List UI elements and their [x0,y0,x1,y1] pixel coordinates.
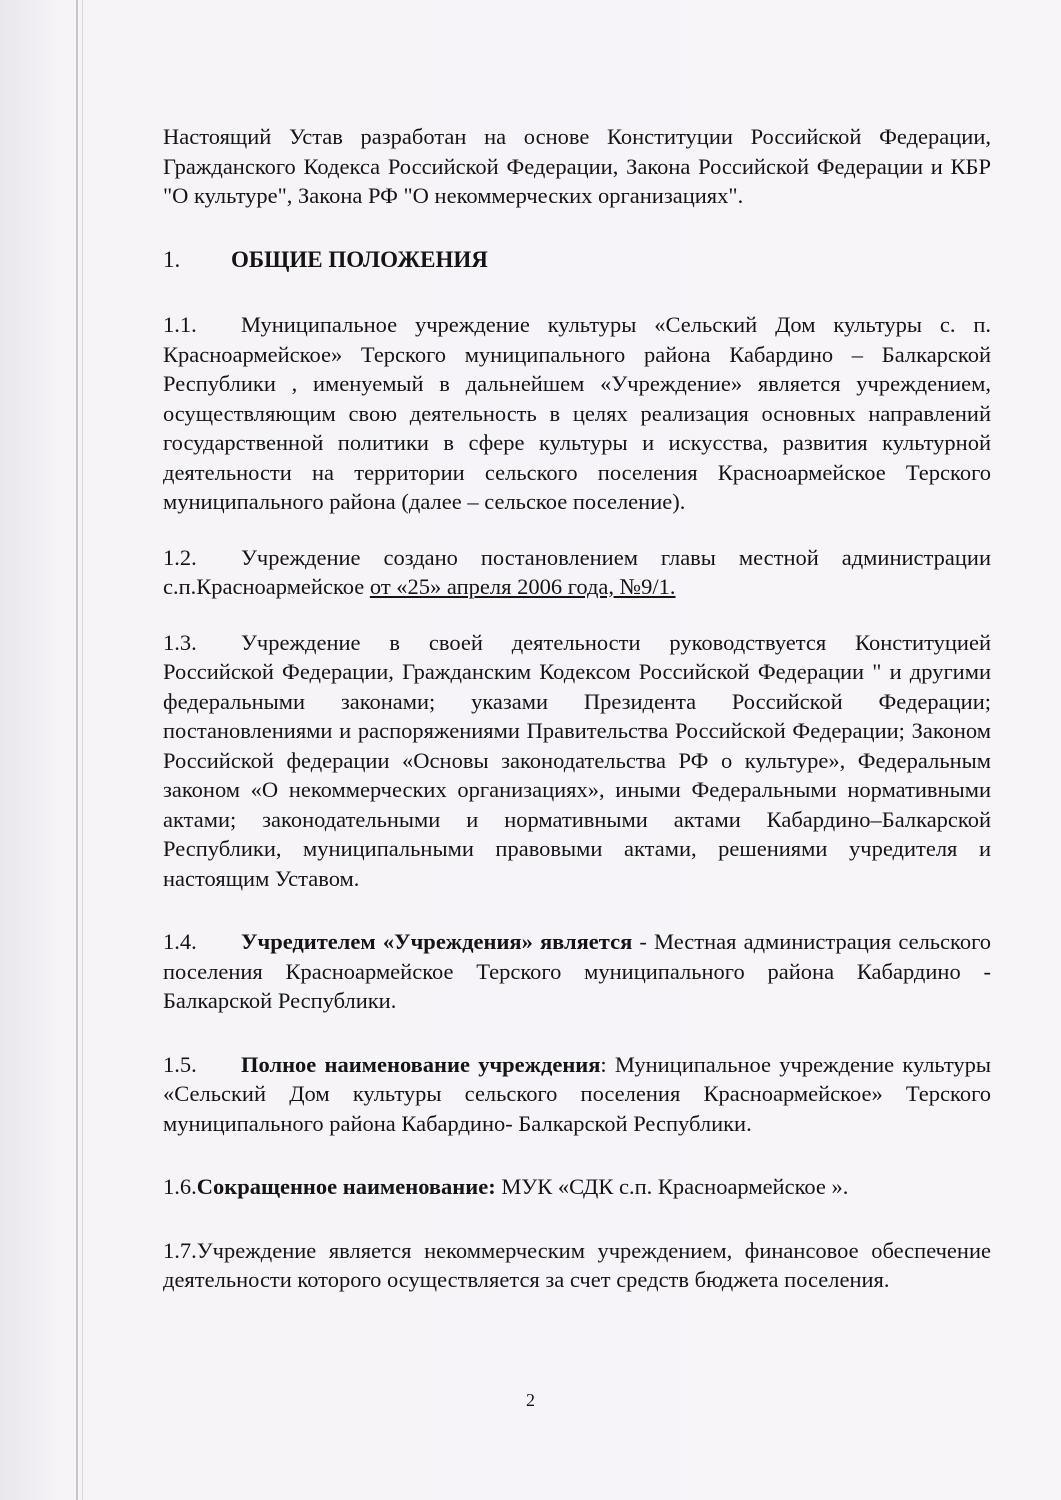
section-number: 1. [163,246,181,272]
clause-1-5 [163,1050,991,1139]
clause-text: Учреждение в своей деятельности руководствуется Конституцией Российской Федерации, Гражданским Кодексом Российской Федерации " и другими федеральными законами; указами Президента Российской Федерации; постановлениями и распоряжениями Правительства Российской Федерации; Законом Российской федерации «Основы законодательства РФ о культуре», Федеральным законом «О некоммерческих организациях», иными Федеральными нормативными актами; законодательными и нормативными актами Кабардино–Балкарской Республики, муниципальными правовыми актами, решениями учредителя и настоящим Уставом. [163,629,991,891]
clause-bold-text: Полное наименование учреждения [241,1051,601,1077]
clause-text: Муниципальное учреждение культуры «Сельский Дом культуры с. п. Красноармейское» Терского муниципального района Кабардино – Балкарской Республики , именуемый в дальнейшем «Учреждение» является учреждением, осуществляющим свою деятельность в целях реализация основных направлений государственной политики в сфере культуры и искусства, развития культурной деятельности на территории сельского поселения Красноармейское Терского муниципального района (далее – сельское поселение). [163,312,991,514]
clause-number: 1.7. [163,1237,197,1263]
clause-1-7 [163,1236,991,1295]
clause-bold-text: Учредителем «Учреждения» является [241,929,633,954]
clause-1-2 [163,543,991,602]
clause-1-6 [163,1172,991,1202]
clause-text: Учреждение является некоммерческим учреждением, финансовое обеспечение деятельности которого осуществляется за счет средств бюджета поселения. [163,1237,991,1292]
clause-number: 1.4. [163,929,197,954]
clause-text: : Муниципальное учреждение культуры «Сельский Дом культуры сельского поселения Красноармейское» Терского муниципального района Кабардино- Балкарской Республики. [163,1051,991,1136]
clause-1-1 [163,310,991,517]
clause-text: - Местная администрация сельского поселения Красноармейское Терского муниципального района Кабардино - Балкарской Республики. [163,929,991,1013]
clause-bold-text: Сокращенное наименование: [196,1174,496,1199]
clause-number: 1.5. [163,1051,197,1077]
clause-number: 1.2. [163,544,197,570]
clause-1-4 [163,927,991,1016]
section-heading [163,245,991,275]
page-number: 2 [526,1390,535,1410]
intro-paragraph: Настоящий Устав разработан на основе Конституции Российской Федерации, Гражданского Кодекса Российской Федерации, Закона Российской Федерации и КБР "О культуре", Закона РФ "О некоммерческих организациях". [163,124,991,208]
clause-number: 1.3. [163,629,197,655]
clause-number: 1.1. [163,312,197,337]
clause-date-underlined: от «25» апреля 2006 года, №9/1. [369,574,676,599]
document-body [163,122,991,1317]
clause-number: 1.6. [163,1174,197,1199]
section-title: ОБЩИЕ ПОЛОЖЕНИЯ [231,246,488,272]
page-fold-shadow [82,0,83,1500]
clause-text: Учреждение создано постановлением главы местной администрации с.п.Красноармейское [163,544,991,599]
clause-1-3 [163,628,991,894]
clause-text: МУК «СДК с.п. Красноармейское ». [495,1174,849,1199]
page-fold-line [76,0,78,1500]
